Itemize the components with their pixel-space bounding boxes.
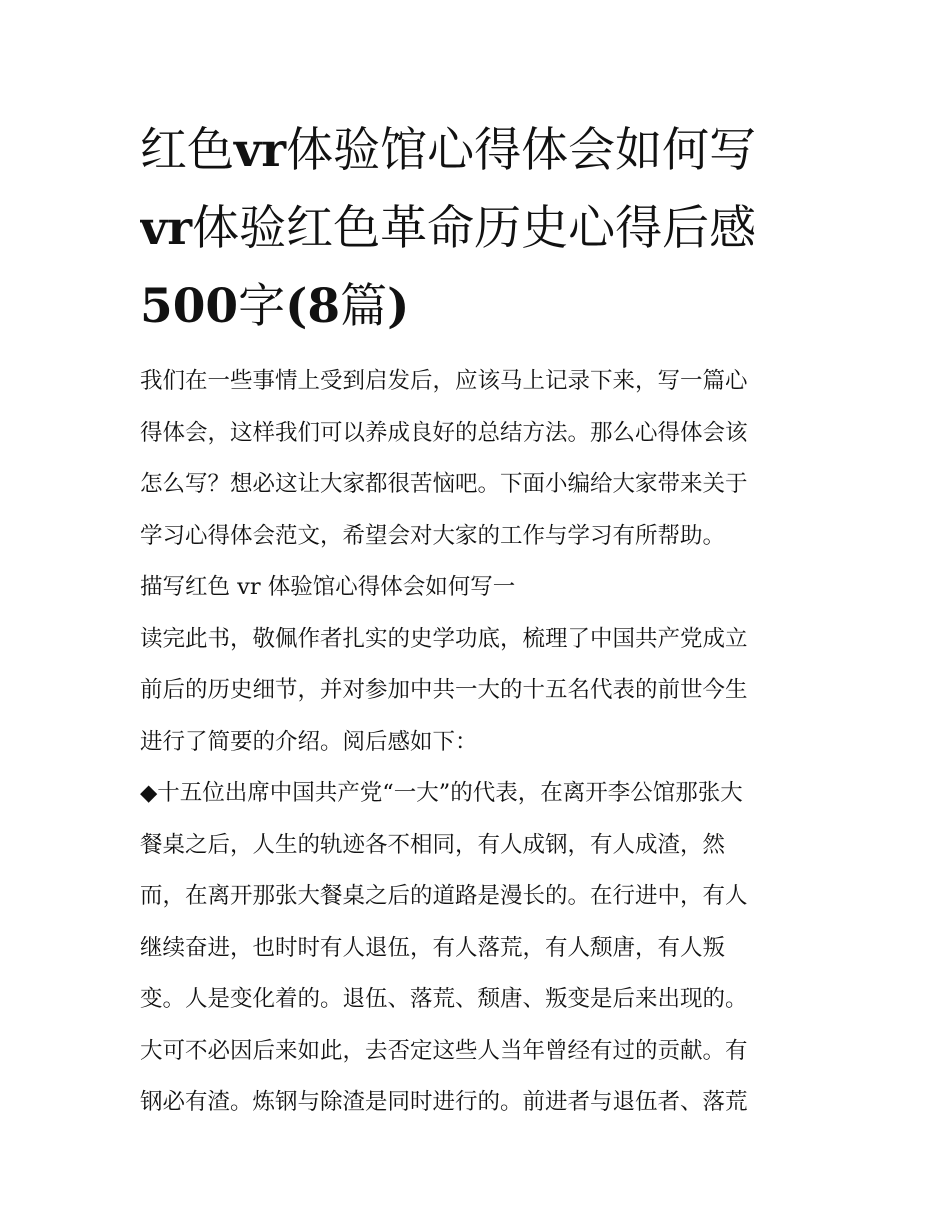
body-line: 读完此书，敬佩作者扎实的史学功底，梳理了中国共产党成立: [140, 625, 748, 652]
document-body: [140, 356, 812, 1129]
body-line: 大可不必因后来如此，去否定这些人当年曾经有过的贡献。有: [140, 1037, 748, 1064]
title-segment: 体验馆心得体会如何写: [286, 123, 757, 178]
document-title: [140, 112, 812, 346]
body-line: 变。人是变化着的。退伍、落荒、颓唐、叛变是后来出现的。: [140, 986, 748, 1012]
title-segment: 篇: [340, 279, 388, 334]
body-line: ◆十五位出席中国共产党“一大”的代表，在离开李公馆那张大: [140, 780, 743, 806]
title-segment: vr: [234, 123, 287, 178]
title-segment: 字: [238, 279, 286, 334]
body-line: 继续奋进，也时时有人退伍，有人落荒，有人颓唐，有人叛: [140, 934, 726, 961]
body-line: 钢必有渣。炼钢与除渣是同时进行的。前进者与退伍者、落荒: [140, 1089, 748, 1115]
title-segment: 体验红色革命历史心得后感: [192, 201, 757, 256]
body-line: 学习心得体会范文，希望会对大家的工作与学习有所帮助。: [140, 522, 726, 549]
body-line: 餐桌之后，人生的轨迹各不相同，有人成钢，有人成渣，然: [140, 831, 726, 858]
body-line: 前后的历史细节，并对参加中共一大的十五名代表的前世今生: [140, 677, 748, 703]
title-line-3: [140, 268, 812, 346]
title-segment: 红色: [140, 123, 234, 178]
body-line: 得体会，这样我们可以养成良好的总结方法。那么心得体会该: [140, 419, 748, 446]
section-heading: 描写红色 vr 体验馆心得体会如何写一: [140, 574, 516, 600]
title-segment: ): [387, 279, 410, 334]
body-line: 而，在离开那张大餐桌之后的道路是漫长的。在行进中，有人: [140, 883, 748, 909]
title-line-2: [140, 190, 812, 268]
body-line: 怎么写？想必这让大家都很苦恼吧。下面小编给大家带来关于: [140, 471, 748, 497]
body-line: 我们在一些事情上受到启发后，应该马上记录下来，写一篇心: [140, 368, 748, 394]
document-page: [140, 112, 812, 1129]
title-segment: 500: [140, 279, 239, 334]
title-line-1: [140, 112, 812, 190]
body-line: 进行了简要的介绍。阅后感如下：: [140, 728, 478, 755]
title-segment: vr: [140, 201, 193, 256]
title-segment: (8: [285, 279, 341, 334]
